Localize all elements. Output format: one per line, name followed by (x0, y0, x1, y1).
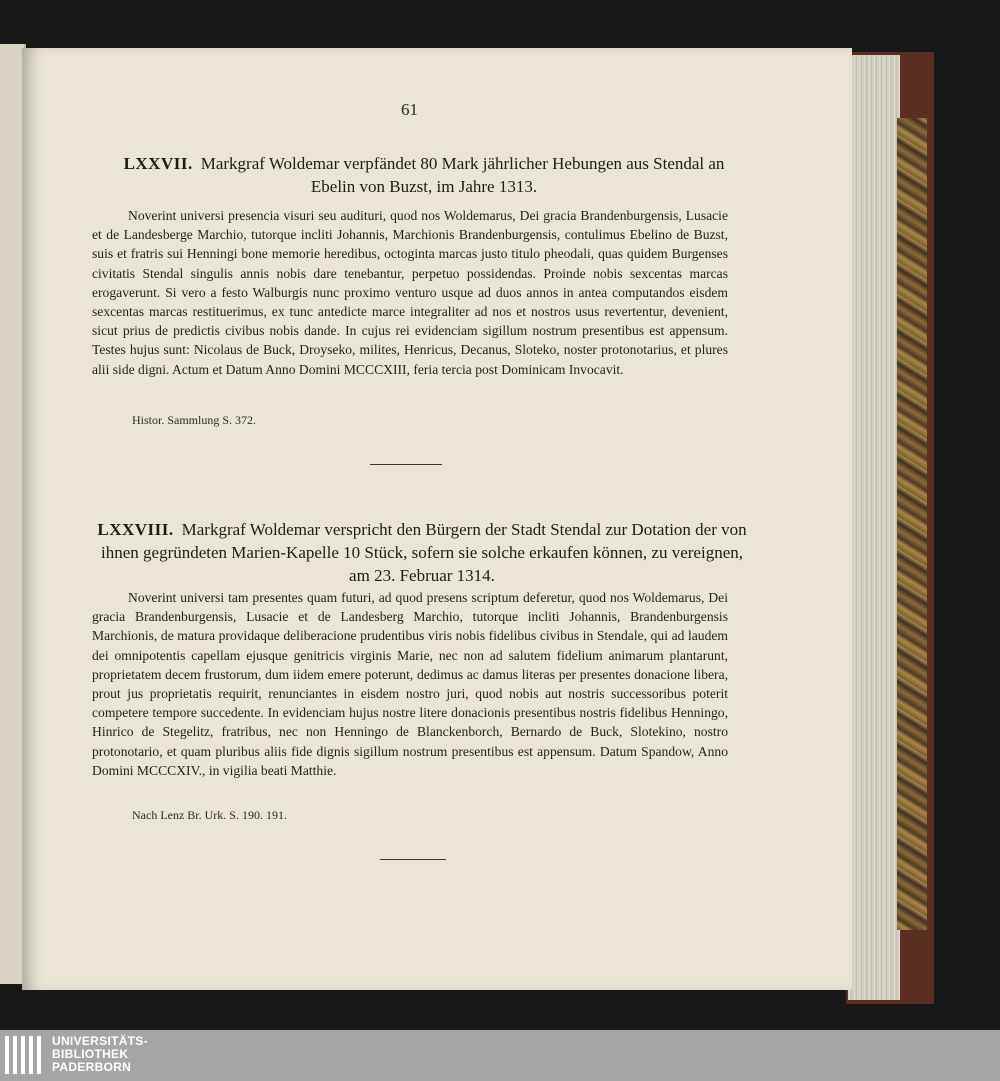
library-logo-text (52, 1035, 148, 1074)
logo-line-3: PADERBORN (52, 1060, 132, 1074)
page-number: 61 (401, 100, 418, 119)
section-divider (380, 859, 446, 860)
entry-source: Nach Lenz Br. Urk. S. 190. 191. (132, 808, 287, 822)
library-logo-icon (5, 1036, 45, 1074)
entry-text: Noverint universi presencia visuri seu audituri, quod nos Woldemarus, Dei gracia Brandenburgensis, Lusacie et de Landesberge Marchio, tutorque incliti Johannis, Marchionis Brandenburgensis, contulimus Ebelino de Buzst, suis et fratris sui Henningi bone memorie heredibus, octoginta marcas justo titulo pheodali, quas quidem Burgenses civitatis Stendal singulis annis nobis dare tenebantur, perpetuo possidendas. Proinde nobis sexcentas marcas erogaverunt. Si vero a festo Walburgis nunc proximo venturo usque ad duos annos in antea computandos eisdem sexcentas marcas restituerimus, ex tunc antedicte marce integraliter ad nos et nostros usus revertentur, devenient, sicut prius de predictis civibus nobis dande. In cujus rei evidenciam sigillum nostrum presentibus est appensum. Testes hujus sunt: Nicolaus de Buck, Droyseko, milites, Henricus, Decanus, Sloteko, noster protonotarius, et plures alii side digni. Actum et Datum Anno Domini MCCCXIII, feria tercia post Dominicam Invocavit. (92, 208, 728, 377)
logo-line-1: UNIVERSITÄTS- (52, 1034, 148, 1048)
entry-number: LXXVIII. (97, 520, 174, 539)
entry-number: LXXVII. (123, 154, 193, 173)
marbled-endpaper (897, 118, 927, 930)
logo-line-2: BIBLIOTHEK (52, 1047, 129, 1061)
page-edges (848, 55, 900, 1000)
section-divider (370, 464, 442, 465)
entry-heading (92, 518, 752, 587)
entry-text: Noverint universi tam presentes quam futuri, ad quod presens scriptum deferetur, quod nos Woldemarus, Dei gracia Brandenburgensis, Lusacie et de Landesberg Marchio, tutorque incliti Johannis, Brandenburgensis Marchionis, de matura providaque deliberacione prudentibus viris nobis fidelibus civibus in Stendale, qui ad laudem dei omnipotentis capellam ejusque genitricis virginis Marie, nec non ad salutem fidelium animarum plantarunt, proprietatem decem frustorum, dum iidem emere poterunt, dedimus ac damus literas per presentes donacione libera, prout jus proprietatis requirit, renunciantes in eisdem nostro juri, quod nobis aut nostris successoribus poterit competere tempore succedente. In evidenciam hujus nostre litere donacionis presentibus nostris fidelibus Henningo, Hinrico de Stegelitz, fratribus, nec non Henningo de Blanckenborch, Bernardo de Buck, Slotekino, nostro protonotario, et quam pluribus aliis fide dignis sigillum nostrum presentibus est appensum. Datum Spandow, Anno Domini MCCCXIV., in vigilia beati Matthie. (92, 590, 728, 778)
entry-heading (104, 152, 744, 198)
library-footer (0, 1030, 1000, 1081)
entry-title: Markgraf Woldemar verspricht den Bürgern der Stadt Stendal zur Dotation der von ihnen gegründeten Marien-Kapelle 10 Stück, sofern sie solche erkaufen können, zu vereignen, am 23. Februar 1314. (101, 520, 747, 585)
entry-source: Histor. Sammlung S. 372. (132, 413, 257, 427)
book-page (22, 48, 852, 990)
entry-title: Markgraf Woldemar verpfändet 80 Mark jährlicher Hebungen aus Stendal an Ebelin von Buzst, im Jahre 1313. (200, 154, 725, 196)
